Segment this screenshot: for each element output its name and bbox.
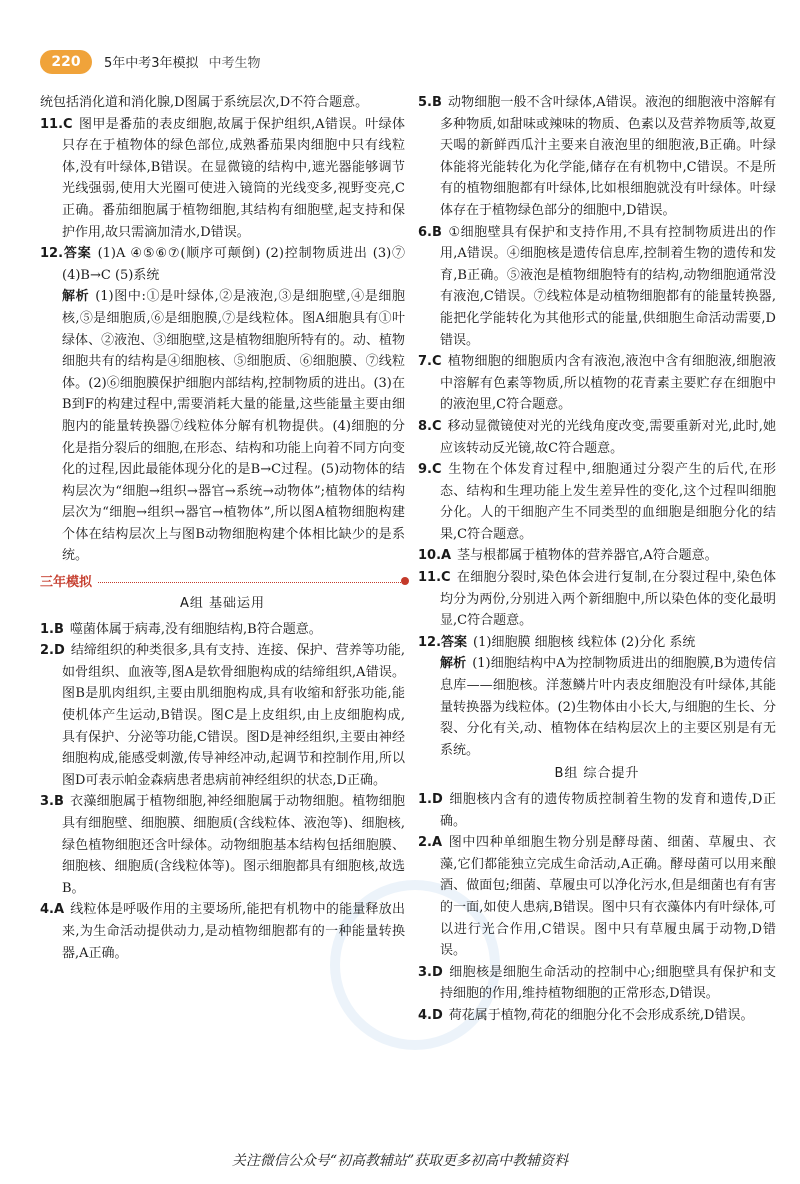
answer-number: 5.B [418, 95, 442, 110]
answer-text: 细胞核是细胞生命活动的控制中心;细胞壁具有保护和支持细胞的作用,维持植物细胞的正常形态,D错误。 [440, 964, 776, 1002]
answer-item [40, 619, 405, 641]
answer-text: 在细胞分裂时,染色体会进行复制,在分裂过程中,染色体均分为两份,分别进入两个新细胞中,所以染色体的变化最明显,C符合题意。 [440, 570, 776, 629]
answer-text: (1)细胞膜 细胞核 线粒体 (2)分化 系统 [473, 634, 696, 650]
answer-text: 荷花属于植物,荷花的细胞分化不会形成系统,D错误。 [448, 1007, 754, 1023]
answer-number: 1.B [40, 621, 64, 637]
book-subject: 中考生物 [208, 56, 261, 71]
answer-text: 移动显微镜使对光的光线角度改变,需要重新对光,此时,她应该转动反光镜,故C符合题意。 [440, 418, 776, 456]
answer-number: 11.C [40, 116, 73, 132]
analysis-label: 解析 [440, 656, 467, 672]
answer-number: 12.答案 [40, 246, 92, 262]
section-heading [40, 571, 405, 591]
analysis-text: (1)图中:①是叶绿体,②是液泡,③是细胞壁,④是细胞核,⑤是细胞质,⑥是细胞膜,⑦是线粒体。图A细胞具有①叶绿体、②液泡、③细胞壁,这是植物细胞所特有的。动、植物细胞共有的结构是④细胞核、⑤细胞质、⑥细胞膜、⑦线粒体。(2)⑥细胞膜保护细胞内部结构,控制物质的进出。(3)在B到F的构建过程中,需要消耗大量的能量,这些能量主要由细胞内的能量转换器⑦线粒体分解有机物提供。(4)细胞的分化是指分裂后的细胞,在形态、结构和功能上向着不同方向变化的过程,因此最能体现分化的是B→C过程。(5)动物体的结构层次为“细胞→组织→器官→系统→动物体”;植物体的结构层次为“细胞→组织→器官→植物体”,所以图A植物细胞构建个体在结构层次上与图B动物细胞构建个体相比缺少的是系统。 [62, 289, 405, 564]
answer-item [418, 92, 776, 222]
answer-number: 1.D [418, 792, 443, 807]
answer-number: 4.D [418, 1007, 443, 1023]
answer-number: 2.D [40, 643, 65, 659]
answer-text: 噬菌体属于病毒,没有细胞结构,B符合题意。 [69, 621, 322, 637]
answer-item [418, 416, 776, 459]
answer-number: 7.C [418, 354, 442, 370]
group-heading: B组 综合提升 [554, 766, 640, 782]
answer-number: 2.A [418, 835, 443, 851]
book-title-main: 5年中考3年模拟 [104, 56, 199, 71]
answer-item [40, 114, 405, 244]
answer-number: 9.C [418, 462, 442, 478]
analysis-label: 解析 [62, 289, 90, 305]
right-column [418, 92, 776, 1027]
answer-text: 细胞核内含有的遗传物质控制着生物的发育和遗传,D正确。 [440, 792, 776, 829]
page-number-badge: 220 [40, 50, 92, 74]
answer-text: (1)A ④⑤⑥⑦(顺序可颠倒) (2)控制物质进出 (3)⑦ (4)B→C (5)系统 [62, 246, 406, 283]
answer-item [418, 1005, 776, 1027]
answer-text: ①细胞壁具有保护和支持作用,不具有控制物质进出的作用,A错误。④细胞核是遗传信息库,控制着生物的遗传和发育,B正确。⑤液泡是植物细胞特有的结构,动物细胞通常没有液泡,C错误。⑦线粒体是动植物细胞都有的能量转换器,能把化学能转化为其他形式的能量,供细胞生命活动需要,D错误。 [440, 224, 776, 348]
left-column [40, 92, 405, 964]
page-header [0, 0, 800, 80]
answer-number: 3.D [418, 964, 443, 980]
answer-item [418, 632, 776, 654]
answer-text: 图甲是番茄的表皮细胞,故属于保护组织,A错误。叶绿体只存在于植物体的绿色部位,成熟番茄果肉细胞中只有线粒体,没有叶绿体,B错误。在显微镜的结构中,遮光器能够调节光线强弱,使用大光圈可使进入镜筒的光线变多,视野变亮,C正确。番茄细胞属于植物细胞,其结构有细胞壁,起支持和保护作用,故只需滴加清水,D错误。 [62, 116, 405, 240]
answer-number: 12.答案 [418, 634, 468, 650]
answer-text: 线粒体是呼吸作用的主要场所,能把有机物中的能量释放出来,为生命活动提供动力,是动植物细胞都有的一种能量转换器,A正确。 [62, 902, 405, 961]
group-heading: A组 基础运用 [179, 596, 266, 612]
answer-text: 植物细胞的细胞质内含有液泡,液泡中含有细胞液,细胞液中溶解有色素等物质,所以植物的花青素主要贮存在细胞中的液泡里,C符合题意。 [440, 354, 776, 413]
answer-text: 动物细胞一般不含叶绿体,A错误。液泡的细胞液中溶解有多种物质,如甜味或辣味的物质、色素以及营养物质等,故夏天喝的新鲜西瓜汁主要来自液泡里的细胞液,B正确。叶绿体能将光能转化为化学能,储存在有机物中,C错误。不是所有的植物细胞都有叶绿体,比如根细胞就没有叶绿体。叶绿体存在于植物绿色部分的细胞中,D错误。 [440, 95, 776, 218]
answer-text: 生物在个体发育过程中,细胞通过分裂产生的后代,在形态、结构和生理功能上发生差异性的变化,这个过程叫细胞分化。人的干细胞产生不同类型的血细胞是细胞分化的结果,C符合题意。 [440, 462, 776, 542]
answer-text: 衣藻细胞属于植物细胞,神经细胞属于动物细胞。植物细胞具有细胞壁、细胞膜、细胞质(含线粒体、液泡等)、细胞核,绿色植物细胞还含叶绿体。动物细胞基本结构包括细胞膜、细胞核、细胞质(含线粒体等)。图示细胞都具有细胞核,故选B。 [62, 794, 405, 896]
answer-text: 茎与根都属于植物体的营养器官,A符合题意。 [457, 548, 718, 564]
answer-number: 6.B [418, 224, 442, 240]
section-rule-dot [401, 577, 409, 585]
page-footer: 关注微信公众号“初高教辅站”获取更多初高中教辅资料 [231, 1153, 569, 1169]
answer-number: 10.A [418, 548, 452, 564]
answer-number: 3.B [40, 794, 64, 810]
answer-item [418, 962, 776, 1005]
answer-number: 11.C [418, 570, 451, 586]
section-title: 三年模拟 [40, 572, 98, 594]
book-title [104, 52, 261, 71]
answer-item [40, 243, 405, 286]
analysis-text: (1)细胞结构中A为控制物质进出的细胞膜,B为遗传信息库——细胞核。洋葱鳞片叶内表皮细胞没有叶绿体,其能量转换器为线粒体。(2)生物体由小长大,与细胞的生长、分裂、分化有关,动、植物体在结构层次上的主要区别是有无系统。 [440, 656, 776, 758]
answer-text: 结缔组织的种类很多,具有支持、连接、保护、营养等功能,如骨组织、血液等,图A是软骨细胞构成的结缔组织,A错误。图B是肌肉组织,主要由肌细胞构成,具有收缩和舒张功能,能使机体产生运动,B错误。图C是上皮组织,由上皮细胞构成,具有保护、分泌等功能,C错误。图D是神经组织,主要由神经细胞构成,能感受刺激,传导神经冲动,起调节和控制作用,所以图D可表示帕金森病患者患病前神经组织的状态,D正确。 [62, 643, 405, 788]
answer-item [40, 640, 405, 791]
answer-item [418, 832, 776, 962]
continuation-text: 统包括消化道和消化腺,D图属于系统层次,D不符合题意。 [40, 95, 369, 110]
analysis-block [418, 653, 776, 761]
answer-item [418, 567, 776, 632]
answer-number: 8.C [418, 418, 442, 434]
answer-item [418, 545, 776, 567]
answer-item [418, 351, 776, 416]
answer-item [418, 789, 776, 832]
answer-item [418, 459, 776, 545]
answer-item [418, 222, 776, 352]
answer-item [40, 899, 405, 964]
answer-text: 图中四种单细胞生物分别是酵母菌、细菌、草履虫、衣藻,它们都能独立完成生命活动,A正确。酵母菌可以用来酿酒、做面包;细菌、草履虫可以净化污水,但是细菌也有有害的一面,如使人患病,B错误。图中只有衣藻体内有叶绿体,可以进行光合作用,C错误。图中只有草履虫属于动物,D错误。 [440, 835, 776, 959]
answer-number: 4.A [40, 902, 65, 918]
answer-item [40, 791, 405, 899]
analysis-block [40, 286, 405, 567]
